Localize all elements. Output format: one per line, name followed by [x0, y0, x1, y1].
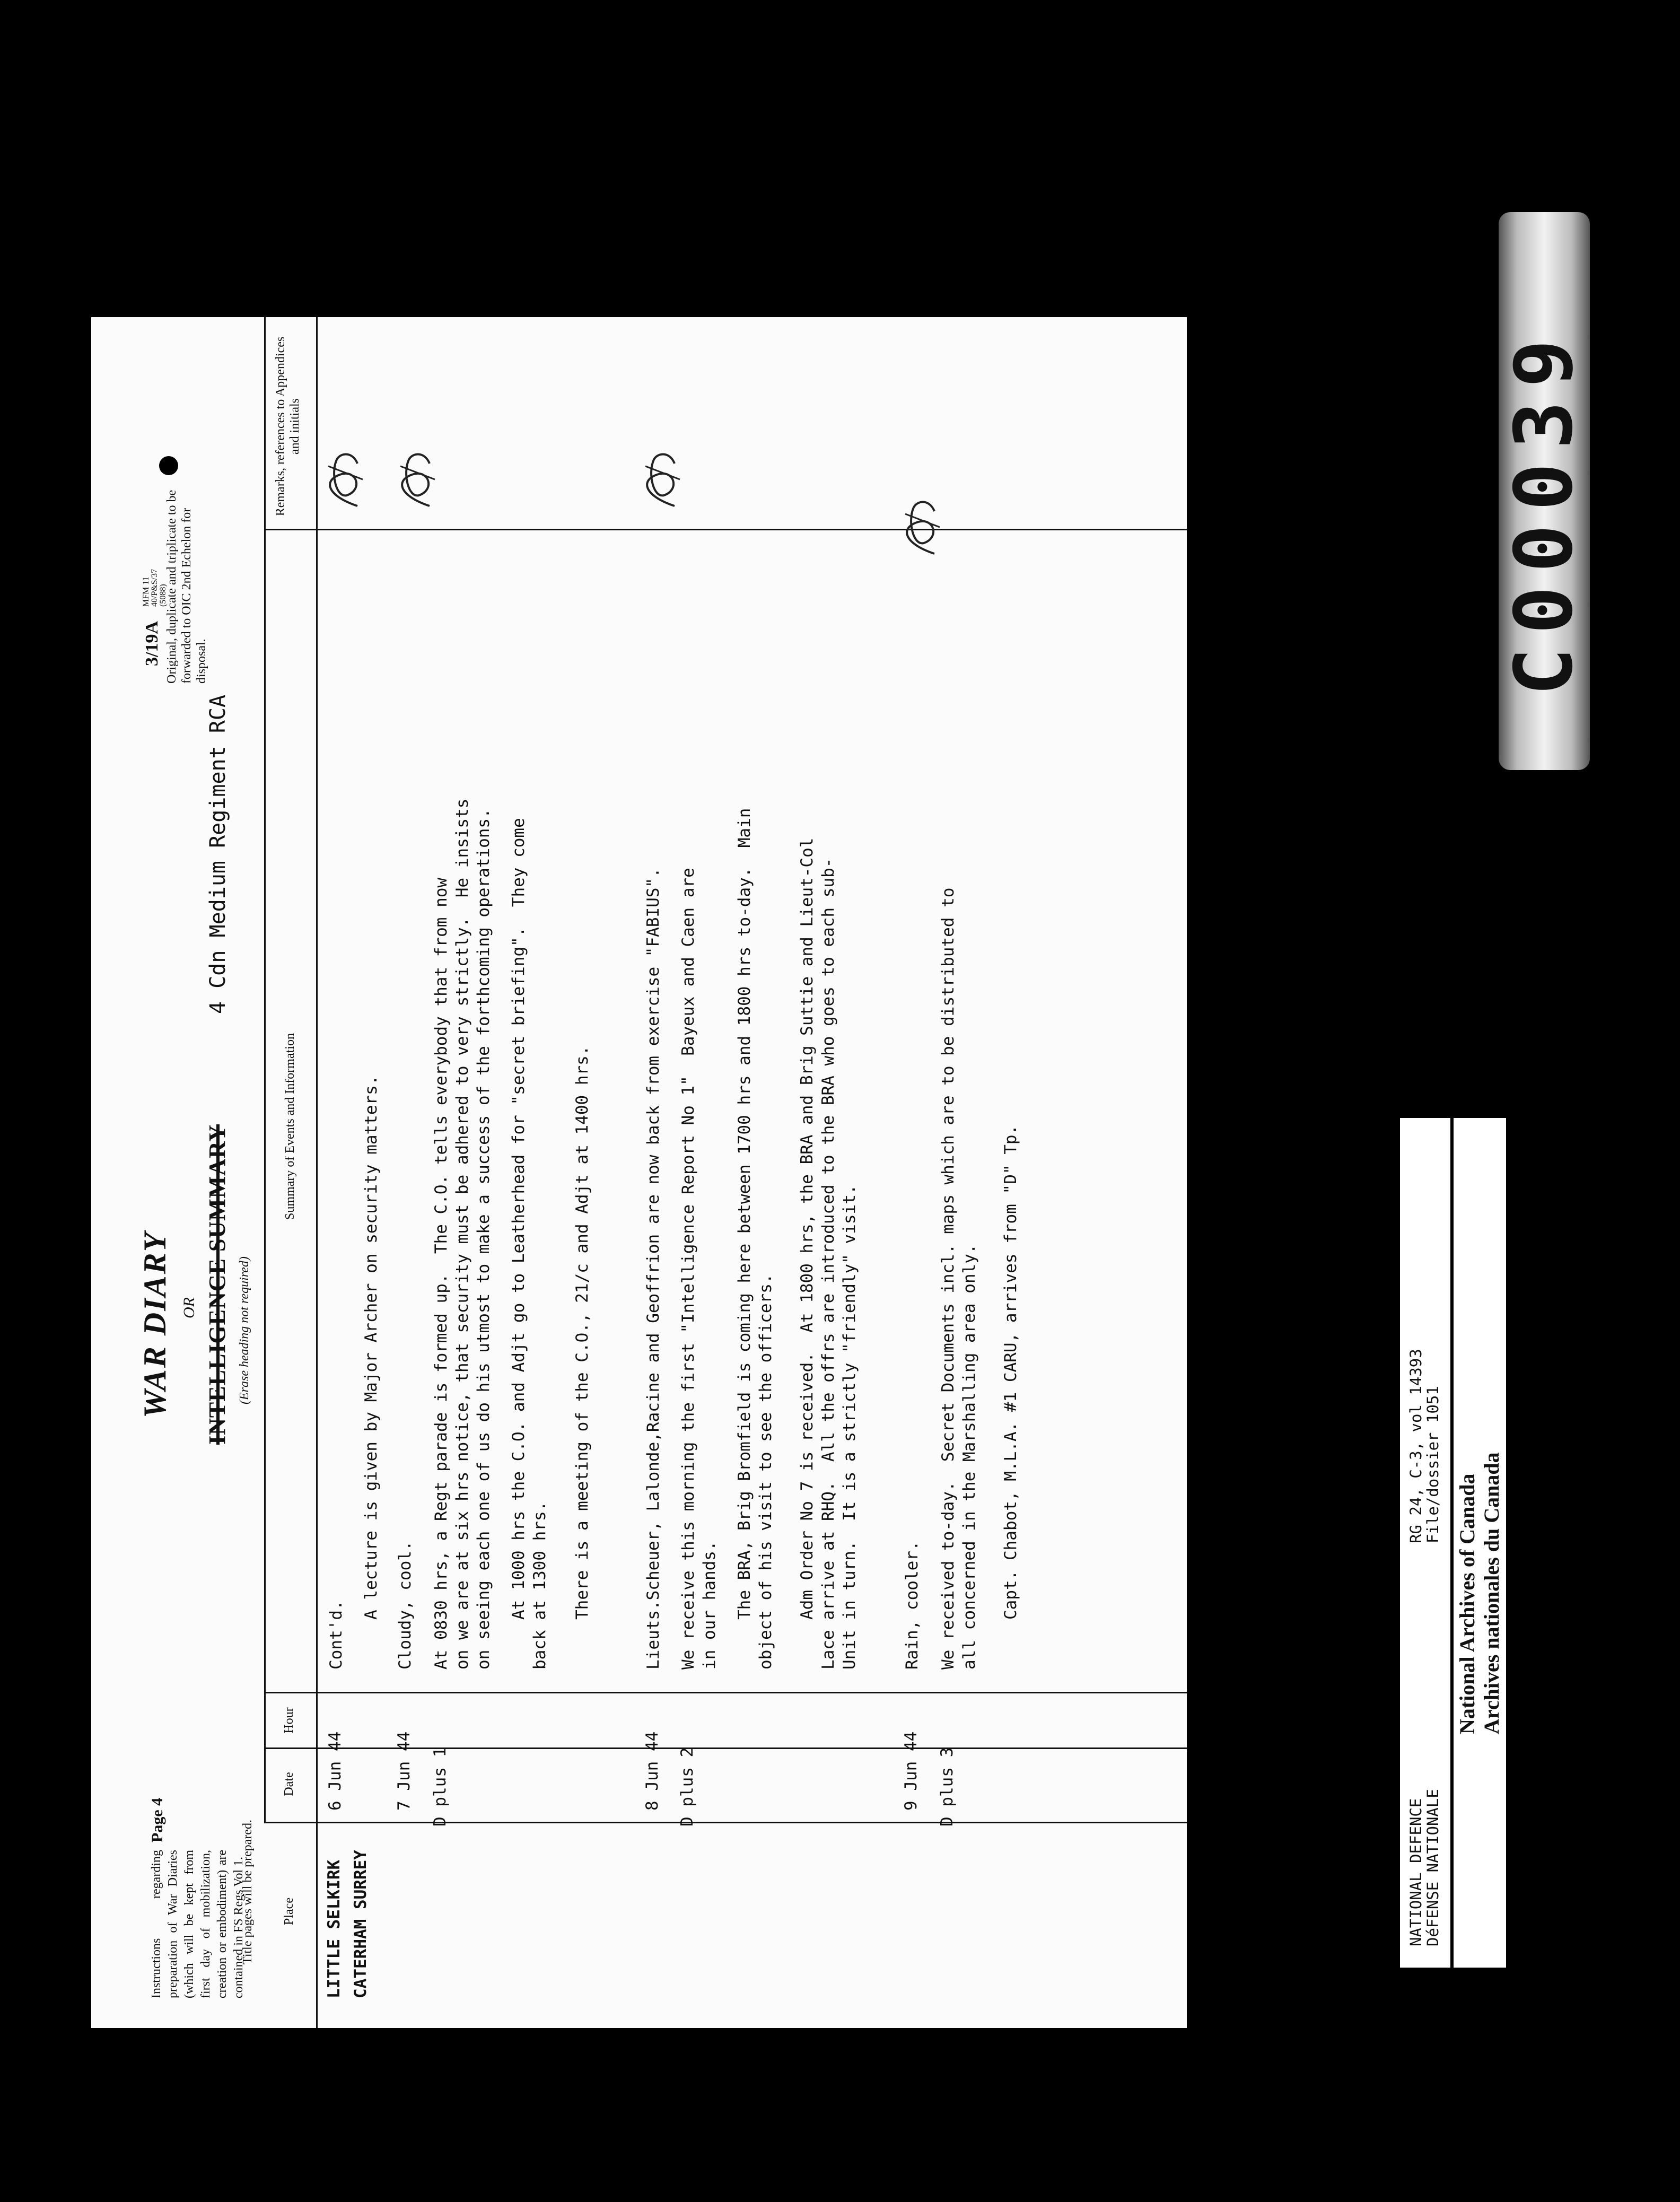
war-diary-page: [91, 317, 1187, 2028]
nac-name-en: National Archives of Canada: [1455, 1473, 1479, 1734]
archive-label: [1400, 1118, 1506, 1968]
col-rule-4: [264, 529, 1187, 530]
initials-signature: [637, 442, 685, 511]
entry-meeting: There is a meeting of the C.O., 21/c and Adjt at 1400 hrs.: [573, 1045, 592, 1620]
unit-name: 4 Cdn Medium Regiment RCA: [206, 694, 230, 1014]
date-8-jun: 8 Jun 44: [643, 1731, 662, 1811]
entry-secret-docs-1: We received to-day. Secret Documents incl. maps which are to be distributed to: [939, 887, 958, 1670]
dept-fr: DéFENSE NATIONALE: [1424, 1789, 1442, 1946]
frame-number: C00039: [1498, 326, 1590, 696]
col-header-remarks: Remarks, references to Appendices and initials: [274, 336, 302, 517]
erase-note: (Erase heading not required): [238, 1256, 251, 1404]
entry-parade-1: At 0830 hrs, a Regt parade is formed up. The C.O. tells everybody that from now: [432, 877, 451, 1670]
table-top-rule: [264, 317, 266, 1823]
entry-parade-3: on seeing each one of us do his utmost to make a success of the forthcoming operations.: [474, 808, 493, 1670]
col-rule-3: [264, 1692, 1187, 1693]
form-subcode: MFM 11 40/P&S/37 (5088): [142, 569, 168, 607]
col-header-place: Place: [282, 1898, 296, 1925]
entry-intel-2: in our hands.: [700, 1541, 719, 1670]
dept-en: NATIONAL DEFENCE: [1407, 1798, 1425, 1946]
title-or: OR: [180, 1297, 198, 1318]
entry-lieuts: Lieuts.Scheuer, Lalonde,Racine and Geoffrion are now back from exercise "FABIUS".: [644, 868, 663, 1670]
form-code: 3/19A: [142, 621, 162, 666]
col-header-summary: Summary of Events and Information: [283, 1033, 297, 1220]
entry-adm-3: Unit in turn. It is a strictly "friendly" visit.: [840, 1184, 859, 1670]
col-header-hour: Hour: [282, 1707, 296, 1734]
date-d-plus-2: D plus 2: [678, 1747, 697, 1827]
entry-briefing-1: At 1000 hrs the C.O. and Adjt go to Leatherhead for "secret briefing". They come: [509, 818, 528, 1620]
entry-parade-2: on we are at six hrs notice, that security must be adhered to very strictly. He insists: [453, 798, 472, 1670]
nac-name-fr: Archives nationales du Canada: [1480, 1452, 1503, 1734]
place-line-2: CATERHAM SURREY: [351, 1850, 370, 1998]
date-d-plus-1: D plus 1: [431, 1747, 450, 1827]
date-9-jun: 9 Jun 44: [902, 1731, 921, 1811]
page-number: Page 4: [148, 1797, 166, 1842]
entry-weather-9: Rain, cooler.: [903, 1541, 922, 1670]
entry-secret-docs-2: all concerned in the Marshalling area only.: [960, 1244, 979, 1670]
entry-bra-1: The BRA, Brig Bromfield is coming here between 1700 hrs and 1800 hrs to-day. Main: [735, 808, 754, 1620]
header-bottom-rule: [316, 317, 318, 2028]
initials-signature: [392, 442, 440, 511]
entry-bra-2: object of his visit to see the officers.: [756, 1273, 775, 1670]
instructions-text: Instructions regarding preparation of War Diaries (which will be kept from first day of mobilization, creation or embodiment) are contained in FS Regs Vol 1.: [150, 1850, 246, 1998]
entry-chabot: Capt. Chabot, M.L.A. #1 CARU, arrives from "D" Tp.: [1001, 1124, 1020, 1620]
diary-title: WAR DIARY: [137, 1230, 172, 1418]
col-header-date: Date: [282, 1772, 296, 1796]
date-6-jun: 6 Jun 44: [326, 1731, 345, 1811]
col-rule-1: [264, 1822, 1187, 1823]
title-pages-note: Title pages will be prepared.: [241, 1819, 255, 1964]
struck-out-heading: INTELLIGENCE SUMMARY: [204, 1124, 230, 1445]
label-divider: [1450, 1118, 1454, 1968]
entry-intel-1: We receive this morning the first "Intelligence Report No 1" Bayeux and Caen are: [679, 868, 698, 1670]
punch-hole: [159, 456, 178, 475]
date-d-plus-3: D plus 3: [938, 1747, 957, 1827]
entry-adm-1: Adm Order No 7 is received. At 1800 hrs, the BRA and Brig Suttie and Lieut-Col: [798, 837, 817, 1620]
frame-number-strip: [1499, 212, 1590, 770]
entry-weather-7: Cloudy, cool.: [396, 1541, 415, 1670]
place-line-1: LITTLE SELKIRK: [325, 1859, 344, 1998]
date-7-jun: 7 Jun 44: [395, 1731, 414, 1811]
initials-signature: [320, 442, 368, 511]
entry-contd: Cont'd.: [327, 1600, 346, 1670]
archive-ref-line-2: File/dossier 1051: [1424, 1386, 1442, 1543]
distribution-note: Original, duplicate and triplicate to be forwarded to OIC 2nd Echelon for disposal.: [165, 490, 208, 684]
archive-ref-line-1: RG 24, C-3, vol 14393: [1407, 1349, 1425, 1543]
entry-lecture: A lecture is given by Major Archer on security matters.: [362, 1075, 381, 1620]
entry-briefing-2: back at 1300 hrs.: [530, 1501, 549, 1670]
initials-signature: [897, 490, 945, 559]
entry-adm-2: Lace arrive at RHQ. All the offrs are introduced to the BRA who goes to each sub-: [819, 858, 838, 1670]
